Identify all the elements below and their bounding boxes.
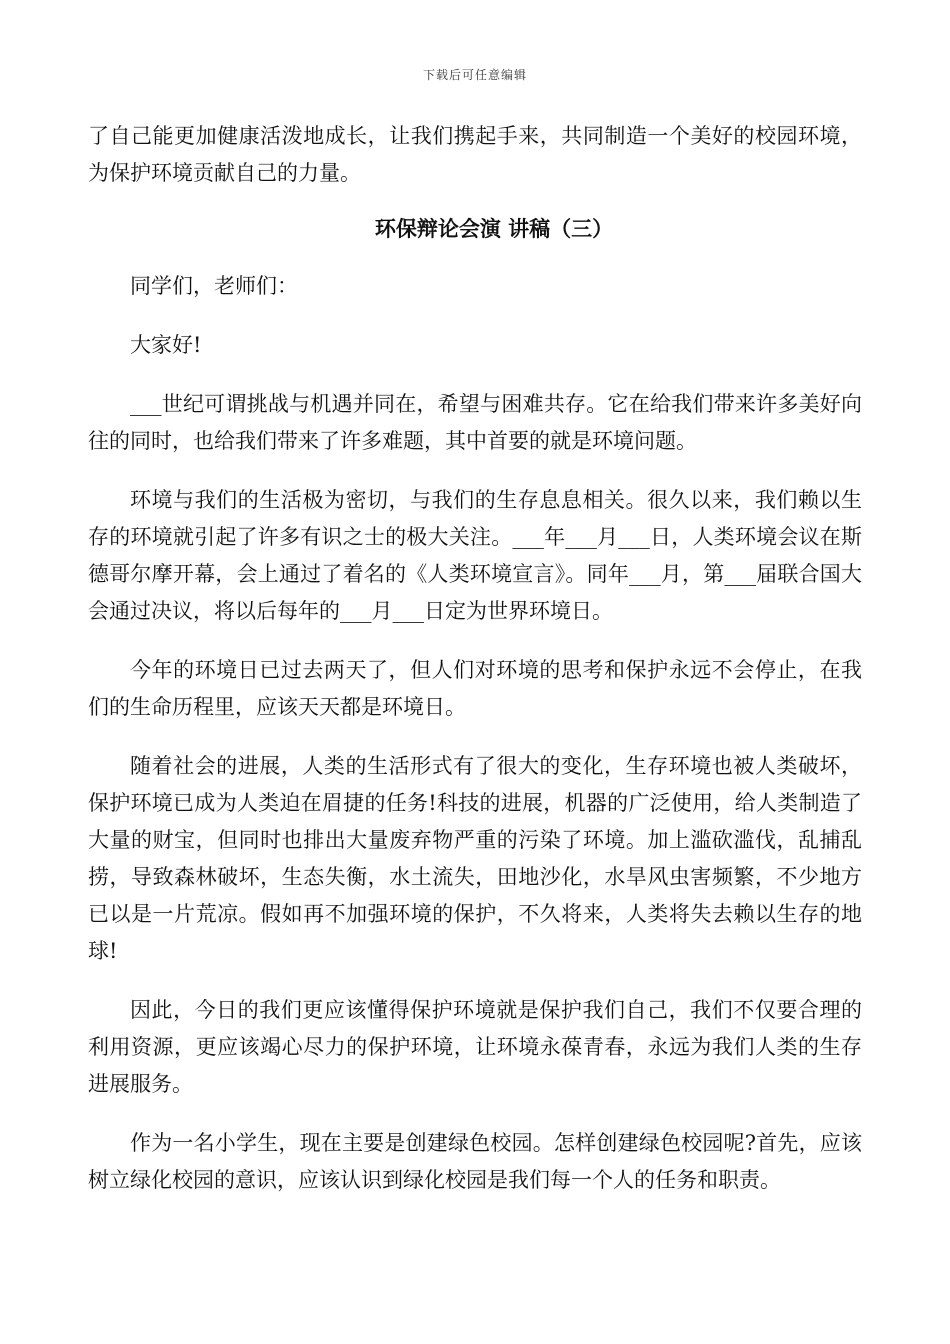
greeting: 大家好! bbox=[130, 333, 202, 357]
body-paragraph-1: ___世纪可谓挑战与机遇并同在，希望与困难共存。它在给我们带来许多美好向往的同时，也给我们带来了许多难题，其中首要的就是环境问题。 bbox=[88, 392, 862, 453]
body-paragraph-2: 环境与我们的生活极为密切，与我们的生存息息相关。很久以来，我们赖以生存的环境就引起了许多有识之士的极大关注。___年___月___日，人类环境会议在斯德哥尔摩开幕，会上通过了着名的《人类环境宣言》。同年___月，第___届联合国大会通过决议，将以后每年的___月___日定为世界环境日。 bbox=[88, 488, 862, 623]
salutation: 同学们，老师们： bbox=[130, 274, 298, 298]
page-header-note: 下载后可任意编辑 bbox=[422, 68, 527, 82]
body-paragraph-6: 作为一名小学生，现在主要是创建绿色校园。怎样创建绿色校园呢?首先，应该树立绿化校园的意识，应该认识到绿化校园是我们每一个人的任务和职责。 bbox=[88, 1131, 862, 1192]
continuation-paragraph: 了自己能更加健康活泼地成长，让我们携起手来，共同制造一个美好的校园环境，为保护环境贡献自己的力量。 bbox=[88, 124, 862, 185]
body-paragraph-5: 因此，今日的我们更应该懂得保护环境就是保护我们自己，我们不仅要合理的利用资源，更应该竭心尽力的保护环境，让环境永葆青春，永远为我们人类的生存进展服务。 bbox=[88, 998, 862, 1096]
document-body bbox=[88, 118, 862, 1221]
body-paragraph-3: 今年的环境日已过去两天了，但人们对环境的思考和保护永远不会停止，在我们的生命历程里，应该天天都是环境日。 bbox=[88, 658, 862, 719]
speech-title: 环保辩论会演 讲稿（三） bbox=[374, 216, 614, 241]
body-paragraph-4: 随着社会的进展，人类的生活形式有了很大的变化，生存环境也被人类破坏，保护环境已成为人类迫在眉捷的任务!科技的进展，机器的广泛使用，给人类制造了大量的财宝，但同时也排出大量废弃物严重的污染了环境。加上滥砍滥伐，乱捕乱捞，导致森林破坏，生态失衡，水土流失，田地沙化，水旱风虫害频繁，不少地方已以是一片荒凉。假如再不加强环境的保护，不久将来，人类将失去赖以生存的地球! bbox=[88, 754, 862, 963]
